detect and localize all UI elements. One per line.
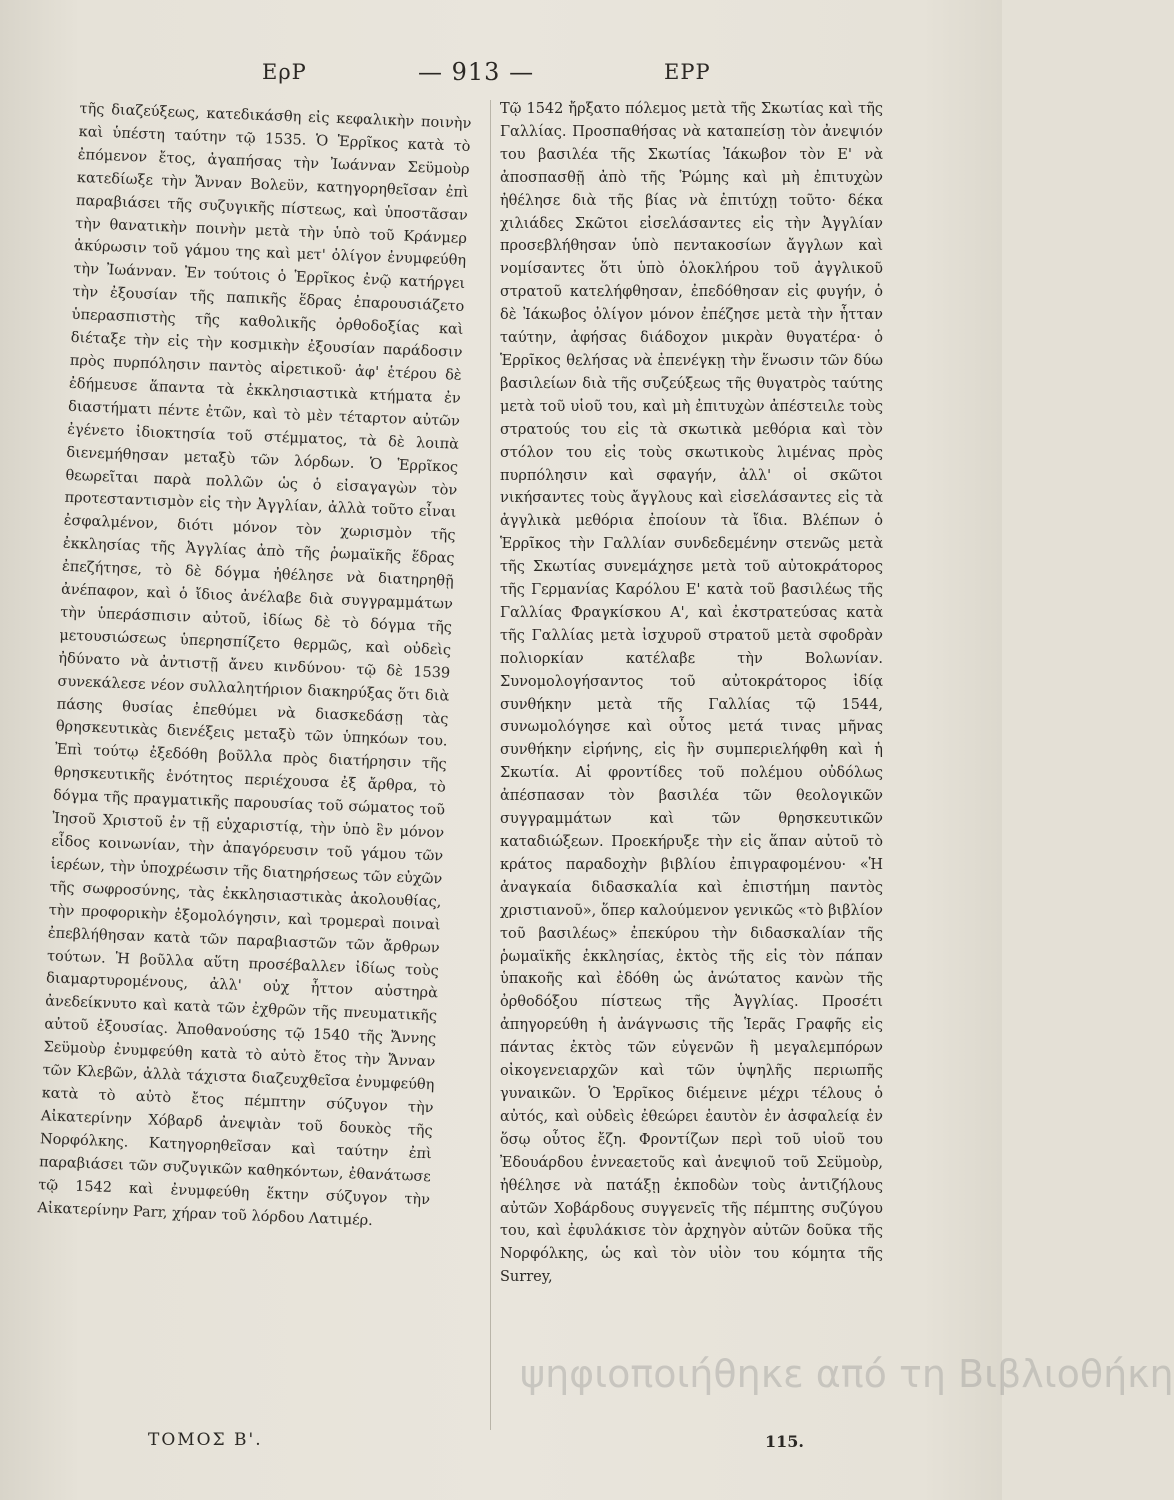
right-column bbox=[500, 98, 883, 1428]
running-header bbox=[0, 58, 1002, 98]
left-column bbox=[29, 98, 471, 1432]
left-column-text: τῆς διαζεύξεως, κατεδικάσθη εἰς κεφαλικὴν ποινὴν καὶ ὑπέστη ταύτην τῷ 1535. Ὁ Ἑρρῖκος κατὰ τὸ ἐπόμενον ἔτος, ἀγαπήσας τὴν Ἰωάνναν Σεϋμοὺρ κατεδίωξε τὴν Ἄνναν Βολεϋν, κατηγορηθεῖσαν ἐπὶ παραβιάσει τῆς συζυγικῆς πίστεως, καὶ ὑποστᾶσαν τὴν θανατικὴν ποινὴν μετὰ τὴν ὑπὸ τοῦ Κράνμερ ἀκύρωσιν τοῦ γάμου της καὶ μετ' ὀλίγον ἐνυμφεύθη τὴν Ἰωάνναν. Ἐν τούτοις ὁ Ἑρρῖκος ἐνῷ κατήργει τὴν ἐξουσίαν τῆς παπικῆς ἕδρας ἐπαρουσιάζετο ὑπερασπιστὴς τῆς καθολικῆς ὀρθοδοξίας καὶ διέταξε τὴν εἰς τὴν κοσμικὴν ἐξουσίαν παράδοσιν πρὸς πυρπόλησιν παντὸς αἱρετικοῦ· ἀφ' ἑτέρου δὲ ἐδήμευσε ἅπαντα τὰ ἐκκλησιαστικὰ κτήματα ἐν διαστήματι πέντε ἐτῶν, καὶ τὸ μὲν τέταρτον αὐτῶν ἐγένετο ἰδιοκτησία τοῦ στέμματος, τὰ δὲ λοιπὰ διενεμήθησαν μεταξὺ τῶν λόρδων. Ὁ Ἑρρῖκος θεωρεῖται παρὰ πολλῶν ὡς ὁ εἰσαγαγὼν τὸν προτεσταντισμὸν εἰς τὴν Ἀγγλίαν, ἀλλὰ τοῦτο εἶναι ἐσφαλμένον, διότι μόνον τὸν χωρισμὸν τῆς ἐκκλησίας τῆς Ἀγγλίας ἀπὸ τῆς ῥωμαϊκῆς ἕδρας ἐπεζήτησε, τὸ δὲ δόγμα ἠθέλησε νὰ διατηρηθῇ ἀνέπαφον, καὶ ὁ ἴδιος ἀνέλαβε διὰ συγγραμμάτων τὴν ὑπεράσπισιν αὐτοῦ, ἰδίως δὲ τὸ δόγμα τῆς μετουσιώσεως ὑπερησπίζετο θερμῶς, καὶ οὐδεὶς ἠδύνατο νὰ ἀντιστῇ ἄνευ κινδύνου· τῷ δὲ 1539 συνεκάλεσε νέον συλλαλητήριον διακηρύξας ὅτι διὰ πάσης θυσίας ἐπεθύμει νὰ διασκεδάσῃ τὰς θρησκευτικὰς διενέξεις μεταξὺ τῶν ὑπηκόων του. Ἐπὶ τούτῳ ἐξεδόθη βοῦλλα πρὸς διατήρησιν τῆς θρησκευτικῆς ἑνότητος περιέχουσα ἐξ ἄρθρα, τὸ δόγμα τῆς πραγματικῆς παρουσίας τοῦ σώματος τοῦ Ἰησοῦ Χριστοῦ ἐν τῇ εὐχαριστίᾳ, τὴν ὑπὸ ἓν μόνον εἶδος κοινωνίαν, τὴν ἀπαγόρευσιν τοῦ γάμου τῶν ἱερέων, τὴν ὑποχρέωσιν τῆς διατηρήσεως τῶν εὐχῶν τῆς σωφροσύνης, τὰς ἐκκλησιαστικὰς ἀκολουθίας, τὴν προφορικὴν ἐξομολόγησιν, καὶ τρομεραὶ ποιναὶ ἐπεβλήθησαν κατὰ τῶν παραβιαστῶν τῶν ἄρθρων τούτων. Ἡ βοῦλλα αὕτη προσέβαλλεν ἰδίως τοὺς διαμαρτυρομένους, ἀλλ' οὐχ ἧττον αὐστηρὰ ἀνεδείκνυτο καὶ κατὰ τῶν ἐχθρῶν τῆς πνευματικῆς αὐτοῦ ἐξουσίας. Ἀποθανούσης τῷ 1540 τῆς Ἄννης Σεϋμοὺρ ἐνυμφεύθη κατὰ τὸ αὐτὸ ἔτος τὴν Ἄνναν τῶν Κλεβῶν, ἀλλὰ τάχιστα διαζευχθεῖσα ἐνυμφεύθη κατὰ τὸ αὐτὸ ἔτος πέμπτην σύζυγον τὴν Αἰκατερίνην Χόβαρδ ἀνεψιὰν τοῦ δουκὸς τῆς Νορφόλκης. Κατηγορηθεῖσαν καὶ ταύτην ἐπὶ παραβιάσει τῶν συζυγικῶν καθηκόντων, ἐθανάτωσε τῷ 1542 καὶ ἐνυμφεύθη ἕκτην σύζυγον τὴν Αἰκατερίνην Parr, χήραν τοῦ λόρδου Λατιμέρ. bbox=[37, 100, 472, 1229]
volume-label: ΤΟΜΟΣ Β'. bbox=[148, 1430, 263, 1450]
page-number: — 913 — bbox=[418, 58, 535, 86]
header-right-keyword: ΕΡΡ bbox=[664, 60, 711, 84]
column-divider bbox=[490, 100, 491, 1430]
right-column-text: Τῷ 1542 ἤρξατο πόλεμος μετὰ τῆς Σκωτίας καὶ τῆς Γαλλίας. Προσπαθήσας νὰ καταπείσῃ τὸν ἀνεψιόν του βασιλέα τῆς Σκωτίας Ἰάκωβον τὸν Ε' νὰ ἀποσπασθῇ ἀπὸ τῆς Ῥώμης καὶ μὴ ἐπιτυχὼν ἠθέλησε διὰ τῆς βίας νὰ ἐπιτύχῃ τοῦτο· δέκα χιλιάδες Σκῶτοι εἰσελάσαντες εἰς τὴν Ἀγγλίαν προσεβλήθησαν ὑπὸ πεντακοσίων ἄγγλων καὶ νομίσαντες ὅτι ὑπὸ ὁλοκλήρου τοῦ ἀγγλικοῦ στρατοῦ κατελήφθησαν, ἐπεδόθησαν εἰς φυγήν, ὁ δὲ Ἰάκωβος ὀλίγον μόνον ἐπέζησε μετὰ τὴν ἧτταν ταύτην, ἀφήσας διάδοχον μικρὰν θυγατέρα· ὁ Ἑρρῖκος θελήσας νὰ ἐπενέγκῃ τὴν ἕνωσιν τῶν δύω βασιλείων διὰ τῆς συζεύξεως τῆς θυγατρὸς ταύτης μετὰ τοῦ υἱοῦ του, καὶ μὴ ἐπιτυχὼν ἀπέστειλε τοὺς στρατούς του εἰς τὰ σκωτικὰ μεθόρια καὶ τὸν στόλον του εἰς τοὺς σκωτικοὺς λιμένας πρὸς πυρπόλησιν καὶ σφαγήν, ἀλλ' οἱ σκῶτοι νικήσαντες τοὺς ἄγγλους καὶ εἰσελάσαντες εἰς τὰ ἀγγλικὰ μεθόρια ἐποίουν τὰ ἴδια. Βλέπων ὁ Ἑρρῖκος τὴν Γαλλίαν συνδεδεμένην στενῶς μετὰ τῆς Σκωτίας συνεμάχησε μετὰ τοῦ αὐτοκράτορος τῆς Γερμανίας Καρόλου Ε' κατὰ τοῦ βασιλέως τῆς Γαλλίας Φραγκίσκου Α', καὶ ἐκστρατεύσας κατὰ τῆς Γαλλίας μετὰ ἰσχυροῦ στρατοῦ μετὰ σφοδρὰν πολιορκίαν κατέλαβε τὴν Βολωνίαν. Συνομολογήσαντος τοῦ αὐτοκράτορος ἰδίᾳ συνθήκην μετὰ τῆς Γαλλίας τῷ 1544, συνωμολόγησε καὶ οὗτος μετά τινας μῆνας συνθήκην εἰρήνης, εἰς ἣν συμπεριελήφθη καὶ ἡ Σκωτία. Αἱ φροντίδες τοῦ πολέμου οὐδόλως ἀπέσπασαν τὸν βασιλέα τῶν θεολογικῶν συγγραμμάτων καὶ τῶν θρησκευτικῶν καταδιώξεων. Προεκήρυξε τὴν εἰς ἅπαν αὐτοῦ τὸ κράτος παραδοχὴν βιβλίου ἐπιγραφομένου· «Ἡ ἀναγκαία διδασκαλία καὶ ἐπιστήμη παντὸς χριστιανοῦ», ὅπερ καλούμενον γενικῶς «τὸ βιβλίον τοῦ βασιλέως» ἐπεκύρου τὴν διδασκαλίαν τῆς ῥωμαϊκῆς ἐκκλησίας, ἐκτὸς τῆς εἰς τὸν πάπαν ὑπακοῆς καὶ ἐδόθη ὡς ἀνώτατος κανὼν τῆς ὀρθοδόξου πίστεως τῆς Ἀγγλίας. Προσέτι ἀπηγορεύθη ἡ ἀνάγνωσις τῆς Ἱερᾶς Γραφῆς εἰς πάντας ἐκτὸς τῶν εὐγενῶν ἢ μεγαλεμπόρων οἰκογενειαρχῶν καὶ τῶν ὑψηλῆς περιωπῆς γυναικῶν. Ὁ Ἑρρῖκος διέμεινε μέχρι τέλους ὁ αὐτός, καὶ οὐδεὶς ἐθεώρει ἑαυτὸν ἐν ἀσφαλείᾳ ἐν ὅσῳ οὗτος ἔζη. Φροντίζων περὶ τοῦ υἱοῦ του Ἐδουάρδου ἐννεαετοῦς καὶ ἀνεψιοῦ τοῦ Σεϋμοὺρ, ἠθέλησε νὰ πατάξῃ ἐκποδὼν τοὺς ἀντιζήλους αὐτῶν Χοβάρδους συγγενεῖς τῆς πέμπτης συζύγου του, καὶ ἐφυλάκισε τὸν ἀρχηγὸν αὐτῶν δοῦκα τῆς Νορφόλκης, ὡς καὶ τὸν υἱὸν του κόμητα τῆς Surrey, bbox=[500, 101, 883, 1286]
header-left-keyword: ΕρΡ bbox=[262, 60, 307, 84]
library-watermark: ψηφιοποιήθηκε από τη Βιβλιοθήκη bbox=[520, 1352, 1174, 1396]
signature-mark: 115. bbox=[765, 1432, 804, 1451]
